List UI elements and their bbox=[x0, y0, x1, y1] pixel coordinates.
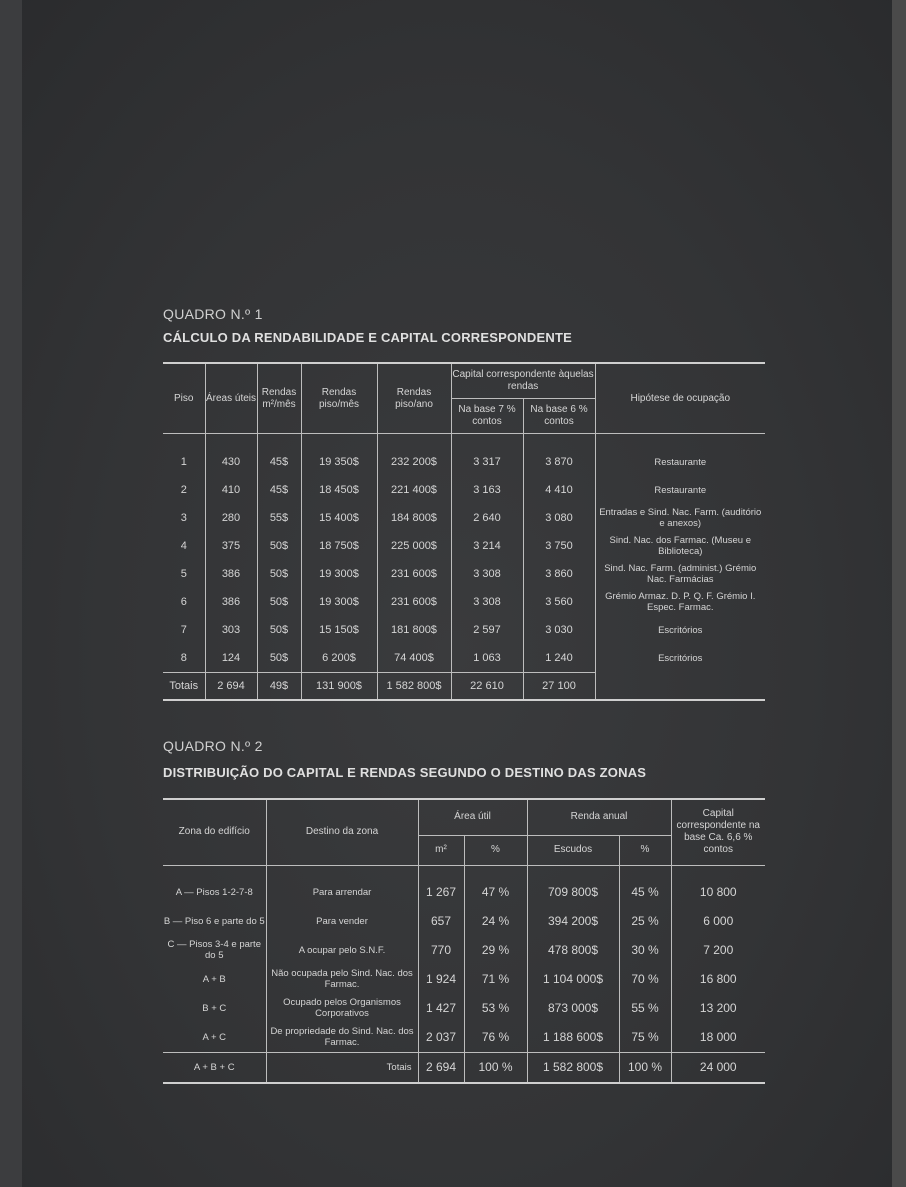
cell-pct-area: 76 % bbox=[464, 1023, 527, 1053]
table-row bbox=[163, 994, 765, 1023]
cell-total-pct-renda: 100 % bbox=[619, 1052, 671, 1083]
cell-renda-ano: 181 800$ bbox=[377, 616, 451, 644]
cell-total-renda-mes: 131 900$ bbox=[301, 673, 377, 701]
cell-renda-m2: 50$ bbox=[257, 532, 301, 560]
cell-zona: B — Piso 6 e parte do 5 bbox=[163, 907, 266, 936]
header-areas: Áreas úteis bbox=[205, 363, 257, 434]
cell-m2: 1 267 bbox=[418, 865, 464, 907]
cell-base6: 3 870 bbox=[523, 434, 595, 477]
cell-piso: 4 bbox=[163, 532, 205, 560]
header-escudos: Escudos bbox=[527, 835, 619, 865]
totals-row bbox=[163, 673, 765, 701]
cell-pct-renda: 55 % bbox=[619, 994, 671, 1023]
page-edge-left bbox=[0, 0, 22, 1187]
cell-renda-ano: 225 000$ bbox=[377, 532, 451, 560]
cell-escudos: 1 188 600$ bbox=[527, 1023, 619, 1053]
cell-m2: 1 427 bbox=[418, 994, 464, 1023]
cell-renda-ano: 221 400$ bbox=[377, 476, 451, 504]
cell-area: 303 bbox=[205, 616, 257, 644]
cell-renda-mes: 18 450$ bbox=[301, 476, 377, 504]
cell-pct-area: 29 % bbox=[464, 936, 527, 965]
cell-base7: 3 214 bbox=[451, 532, 523, 560]
cell-pct-renda: 75 % bbox=[619, 1023, 671, 1053]
table-row bbox=[163, 936, 765, 965]
cell-base7: 1 063 bbox=[451, 644, 523, 673]
cell-base7: 2 597 bbox=[451, 616, 523, 644]
header-capital: Capital correspondente na base Ca. 6,6 % contos bbox=[671, 799, 765, 865]
header-rendas-m2: Rendas m²/mês bbox=[257, 363, 301, 434]
cell-renda-ano: 184 800$ bbox=[377, 504, 451, 532]
cell-total-hipotese bbox=[595, 673, 765, 701]
header-hipotese: Hipótese de ocupação bbox=[595, 363, 765, 434]
cell-capital: 13 200 bbox=[699, 1001, 737, 1015]
cell-total-m2: 2 694 bbox=[418, 1052, 464, 1083]
cell-pct-renda: 25 % bbox=[619, 907, 671, 936]
table-row bbox=[163, 476, 765, 504]
cell-area: 386 bbox=[205, 560, 257, 588]
header-capital: Capital correspondente àquelas rendas bbox=[451, 363, 595, 399]
cell-total-base7: 22 610 bbox=[451, 673, 523, 701]
cell-hipotese: Entradas e Sind. Nac. Farm. (auditório e anexos) bbox=[599, 507, 762, 529]
cell-pct-area: 53 % bbox=[464, 994, 527, 1023]
cell-destino: Para arrendar bbox=[266, 865, 418, 907]
cell-zona: B + C bbox=[163, 994, 266, 1023]
header-base6: Na base 6 % contos bbox=[523, 399, 595, 434]
cell-renda-mes: 15 150$ bbox=[301, 616, 377, 644]
cell-escudos: 394 200$ bbox=[527, 907, 619, 936]
cell-zona: C — Pisos 3-4 e parte do 5 bbox=[163, 936, 266, 965]
table-row bbox=[163, 532, 765, 560]
cell-destino: Para vender bbox=[266, 907, 418, 936]
cell-area: 430 bbox=[205, 434, 257, 477]
cell-total-capital: 24 000 bbox=[671, 1052, 765, 1083]
cell-base7: 3 308 bbox=[451, 560, 523, 588]
cell-base6: 3 030 bbox=[523, 616, 595, 644]
table-row bbox=[163, 504, 765, 532]
cell-renda-m2: 55$ bbox=[257, 504, 301, 532]
cell-total-pct-area: 100 % bbox=[464, 1052, 527, 1083]
cell-destino: A ocupar pelo S.N.F. bbox=[266, 936, 418, 965]
cell-base7: 3 163 bbox=[451, 476, 523, 504]
cell-capital: 18 000 bbox=[699, 1030, 737, 1044]
cell-renda-mes: 19 300$ bbox=[301, 588, 377, 616]
cell-total-zona: A + B + C bbox=[163, 1052, 266, 1083]
table-row bbox=[163, 560, 765, 588]
cell-hipotese: Sind. Nac. Farm. (administ.) Grémio Nac. Farmácias bbox=[604, 563, 757, 585]
cell-piso: 5 bbox=[163, 560, 205, 588]
cell-renda-m2: 50$ bbox=[257, 588, 301, 616]
cell-base6: 4 410 bbox=[523, 476, 595, 504]
cell-piso: 3 bbox=[163, 504, 205, 532]
cell-renda-m2: 45$ bbox=[257, 476, 301, 504]
rendabilidade-table bbox=[163, 362, 765, 701]
cell-piso: 8 bbox=[163, 644, 205, 673]
cell-renda-m2: 50$ bbox=[257, 616, 301, 644]
table-row bbox=[163, 965, 765, 994]
cell-escudos: 873 000$ bbox=[527, 994, 619, 1023]
header-pct-area: % bbox=[464, 835, 527, 865]
quadro2-heading: QUADRO N.º 2 bbox=[163, 738, 263, 754]
header-piso: Piso bbox=[163, 363, 205, 434]
cell-totals-label: Totais bbox=[266, 1052, 418, 1083]
cell-m2: 1 924 bbox=[418, 965, 464, 994]
cell-m2: 657 bbox=[418, 907, 464, 936]
table-row bbox=[163, 588, 765, 616]
page-edge-right bbox=[892, 0, 906, 1187]
cell-m2: 2 037 bbox=[418, 1023, 464, 1053]
cell-renda-m2: 45$ bbox=[257, 434, 301, 477]
cell-area: 386 bbox=[205, 588, 257, 616]
table-row bbox=[163, 865, 765, 907]
cell-base6: 1 240 bbox=[523, 644, 595, 673]
cell-pct-area: 71 % bbox=[464, 965, 527, 994]
totals-row bbox=[163, 1052, 765, 1083]
quadro2-title: DISTRIBUIÇÃO DO CAPITAL E RENDAS SEGUNDO O DESTINO DAS ZONAS bbox=[163, 765, 647, 780]
cell-zona: A + C bbox=[163, 1023, 266, 1053]
cell-piso: 1 bbox=[163, 434, 205, 477]
quadro1-heading: QUADRO N.º 1 bbox=[163, 306, 263, 322]
cell-pct-renda: 70 % bbox=[619, 965, 671, 994]
cell-area: 280 bbox=[205, 504, 257, 532]
cell-capital: 10 800 bbox=[699, 885, 737, 899]
cell-hipotese: Escritórios bbox=[658, 652, 703, 664]
cell-capital: 7 200 bbox=[703, 943, 734, 957]
cell-escudos: 478 800$ bbox=[527, 936, 619, 965]
cell-total-area: 2 694 bbox=[205, 673, 257, 701]
cell-zona: A + B bbox=[163, 965, 266, 994]
header-destino: Destino da zona bbox=[266, 799, 418, 865]
header-m2: m² bbox=[418, 835, 464, 865]
cell-capital: 6 000 bbox=[703, 914, 734, 928]
cell-total-renda-m2: 49$ bbox=[257, 673, 301, 701]
cell-hipotese: Escritórios bbox=[658, 624, 703, 636]
cell-renda-ano: 231 600$ bbox=[377, 588, 451, 616]
cell-destino: Não ocupada pelo Sind. Nac. dos Farmac. bbox=[266, 965, 418, 994]
cell-pct-area: 47 % bbox=[464, 865, 527, 907]
cell-piso: 2 bbox=[163, 476, 205, 504]
cell-renda-m2: 50$ bbox=[257, 644, 301, 673]
cell-base6: 3 860 bbox=[523, 560, 595, 588]
cell-hipotese: Grémio Armaz. D. P. Q. F. Grémio I. Espec. Farmac. bbox=[605, 591, 756, 613]
cell-base7: 3 308 bbox=[451, 588, 523, 616]
table-row bbox=[163, 616, 765, 644]
cell-renda-mes: 15 400$ bbox=[301, 504, 377, 532]
cell-renda-mes: 18 750$ bbox=[301, 532, 377, 560]
cell-renda-ano: 232 200$ bbox=[377, 434, 451, 477]
cell-capital: 16 800 bbox=[699, 972, 737, 986]
cell-renda-ano: 231 600$ bbox=[377, 560, 451, 588]
cell-area: 124 bbox=[205, 644, 257, 673]
cell-renda-m2: 50$ bbox=[257, 560, 301, 588]
cell-m2: 770 bbox=[418, 936, 464, 965]
cell-total-escudos: 1 582 800$ bbox=[527, 1052, 619, 1083]
cell-total-base6: 27 100 bbox=[523, 673, 595, 701]
cell-total-renda-ano: 1 582 800$ bbox=[377, 673, 451, 701]
cell-escudos: 1 104 000$ bbox=[527, 965, 619, 994]
cell-base6: 3 080 bbox=[523, 504, 595, 532]
cell-piso: 6 bbox=[163, 588, 205, 616]
cell-base7: 2 640 bbox=[451, 504, 523, 532]
cell-totals-label: Totais bbox=[163, 673, 205, 701]
cell-hipotese: Sind. Nac. dos Farmac. (Museu e Biblioteca) bbox=[609, 535, 751, 557]
header-pct-renda: % bbox=[619, 835, 671, 865]
header-zona: Zona do edifício bbox=[163, 799, 266, 865]
cell-pct-renda: 30 % bbox=[619, 936, 671, 965]
cell-piso: 7 bbox=[163, 616, 205, 644]
header-base7: Na base 7 % contos bbox=[451, 399, 523, 434]
header-renda-anual: Renda anual bbox=[527, 799, 671, 835]
cell-hipotese: Restaurante bbox=[654, 484, 707, 496]
header-rendas-ano: Rendas piso/ano bbox=[377, 363, 451, 434]
cell-pct-area: 24 % bbox=[464, 907, 527, 936]
cell-pct-renda: 45 % bbox=[619, 865, 671, 907]
cell-area: 375 bbox=[205, 532, 257, 560]
cell-escudos: 709 800$ bbox=[527, 865, 619, 907]
cell-base6: 3 560 bbox=[523, 588, 595, 616]
cell-renda-ano: 74 400$ bbox=[377, 644, 451, 673]
distribuicao-table bbox=[163, 798, 765, 1084]
table-row bbox=[163, 907, 765, 936]
quadro1-title: CÁLCULO DA RENDABILIDADE E CAPITAL CORRESPONDENTE bbox=[163, 330, 572, 345]
cell-base7: 3 317 bbox=[451, 434, 523, 477]
cell-base6: 3 750 bbox=[523, 532, 595, 560]
cell-renda-mes: 6 200$ bbox=[301, 644, 377, 673]
cell-renda-mes: 19 350$ bbox=[301, 434, 377, 477]
table-row bbox=[163, 434, 765, 477]
cell-zona: A — Pisos 1-2-7-8 bbox=[163, 865, 266, 907]
cell-renda-mes: 19 300$ bbox=[301, 560, 377, 588]
cell-area: 410 bbox=[205, 476, 257, 504]
header-rendas-mes: Rendas piso/mês bbox=[301, 363, 377, 434]
table-row bbox=[163, 644, 765, 673]
header-area-util: Área útil bbox=[418, 799, 527, 835]
cell-destino: Ocupado pelos Organismos Corporativos bbox=[266, 994, 418, 1023]
cell-hipotese: Restaurante bbox=[654, 456, 707, 468]
cell-destino: De propriedade do Sind. Nac. dos Farmac. bbox=[266, 1023, 418, 1053]
table-row bbox=[163, 1023, 765, 1053]
